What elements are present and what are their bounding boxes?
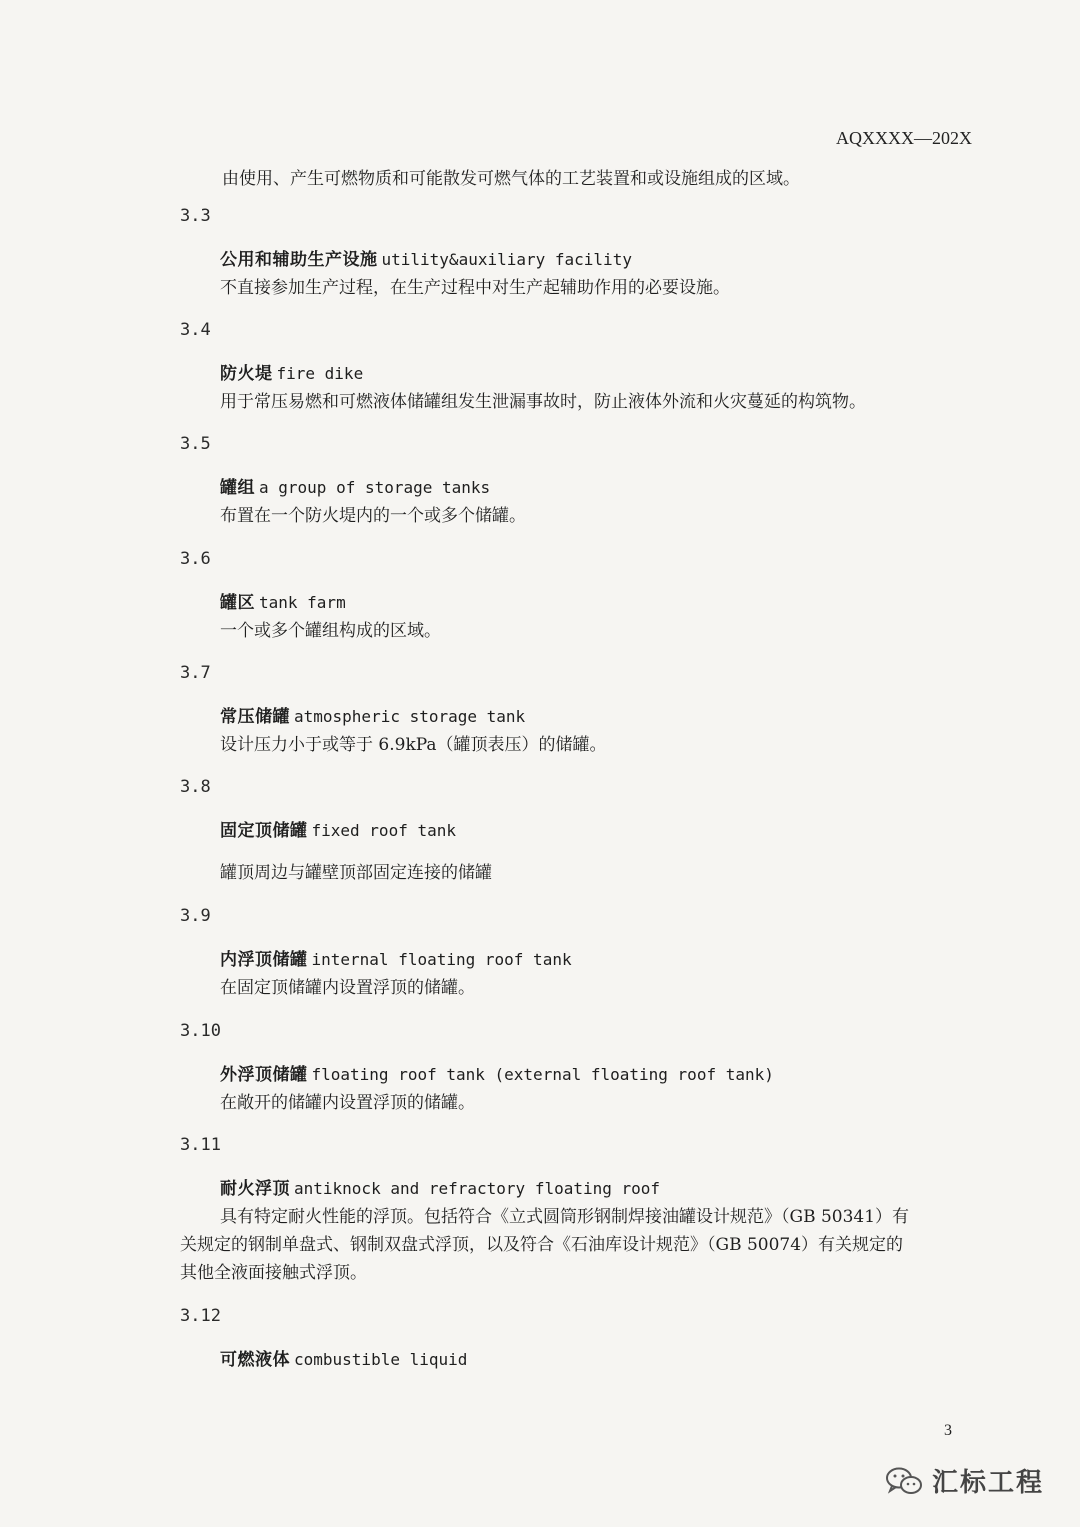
clause-number: 3.5: [180, 434, 211, 454]
clause-3-5: [180, 430, 980, 530]
term-line: [220, 360, 980, 388]
term-definition: 设计压力小于或等于 6.9kPa（罐顶表压）的储罐。: [220, 735, 607, 755]
clause-number: 3.11: [180, 1135, 221, 1155]
term-definition: 在固定顶储罐内设置浮顶的储罐。: [220, 978, 475, 998]
intro-definition: 由使用、产生可燃物质和可能散发可燃气体的工艺装置和或设施组成的区域。: [222, 169, 800, 189]
clause-3-10: [180, 1017, 980, 1117]
term-chinese: 内浮顶储罐: [220, 950, 308, 970]
definition-line: 具有特定耐火性能的浮顶。包括符合《立式圆筒形钢制焊接油罐设计规范》（GB 50341）有: [220, 1207, 910, 1227]
term-english: atmospheric storage tank: [294, 707, 526, 726]
term-line: [220, 474, 980, 502]
term-chinese: 常压储罐: [220, 707, 290, 727]
term-chinese: 罐组: [220, 478, 255, 498]
term-chinese: 公用和辅助生产设施: [220, 250, 378, 270]
term-line: [220, 703, 980, 731]
term-chinese: 固定顶储罐: [220, 821, 308, 841]
term-english: fixed roof tank: [311, 821, 456, 840]
term-english: tank farm: [259, 593, 346, 612]
clause-3-9: [180, 902, 980, 1002]
term-line: [220, 246, 980, 274]
clause-3-11: [180, 1131, 980, 1287]
term-definition: 不直接参加生产过程，在生产过程中对生产起辅助作用的必要设施。: [220, 278, 730, 298]
clause-3-8: [180, 773, 980, 887]
term-english: fire dike: [276, 364, 364, 383]
clause-3-3: [180, 202, 980, 302]
watermark: [884, 1462, 1044, 1499]
term-english: combustible liquid: [294, 1350, 468, 1369]
document-code: AQXXXX—202X: [836, 128, 972, 148]
term-line: [220, 589, 980, 617]
watermark-text: 汇标工程: [931, 1468, 1044, 1498]
term-english: antiknock and refractory floating roof: [294, 1179, 661, 1198]
term-english: floating roof tank (external floating roof tank): [311, 1065, 774, 1084]
term-english: internal floating roof tank: [311, 950, 572, 969]
clause-number: 3.12: [180, 1306, 221, 1326]
term-definition: 布置在一个防火堤内的一个或多个储罐。: [220, 506, 526, 526]
clause-number: 3.3: [180, 206, 211, 226]
term-line: [220, 817, 980, 845]
term-definition: 一个或多个罐组构成的区域。: [220, 621, 441, 641]
clause-3-4: [180, 316, 980, 416]
term-chinese: 外浮顶储罐: [220, 1065, 308, 1085]
term-definition: 在敞开的储罐内设置浮顶的储罐。: [220, 1093, 475, 1113]
term-definition: 罐顶周边与罐壁顶部固定连接的储罐: [220, 863, 492, 883]
definition-line: 关规定的钢制单盘式、钢制双盘式浮顶，以及符合《石油库设计规范》（GB 50074）有关规定的: [180, 1235, 904, 1255]
clause-3-12: [180, 1302, 980, 1374]
clause-number: 3.8: [180, 777, 211, 797]
term-chinese: 可燃液体: [220, 1350, 290, 1370]
clause-number: 3.6: [180, 549, 211, 569]
term-line: [220, 1346, 980, 1374]
clause-number: 3.9: [180, 906, 211, 926]
clause-3-7: [180, 659, 980, 759]
term-line: [220, 1175, 980, 1203]
clause-number: 3.7: [180, 663, 211, 683]
term-chinese: 耐火浮顶: [220, 1179, 290, 1199]
term-definition: 用于常压易燃和可燃液体储罐组发生泄漏事故时，防止液体外流和火灾蔓延的构筑物。: [220, 392, 866, 412]
wechat-icon: [884, 1466, 924, 1496]
clause-number: 3.10: [180, 1021, 221, 1041]
term-chinese: 罐区: [220, 593, 255, 613]
clause-3-6: [180, 545, 980, 645]
term-definition: [180, 1203, 972, 1287]
term-line: [220, 1061, 980, 1089]
term-english: a group of storage tanks: [259, 478, 491, 497]
page-number: 3: [944, 1422, 952, 1439]
term-line: [220, 946, 980, 974]
term-chinese: 防火堤: [220, 364, 273, 384]
clause-number: 3.4: [180, 320, 211, 340]
definition-line: 其他全液面接触式浮顶。: [180, 1263, 367, 1283]
term-english: utility&auxiliary facility: [381, 250, 632, 269]
